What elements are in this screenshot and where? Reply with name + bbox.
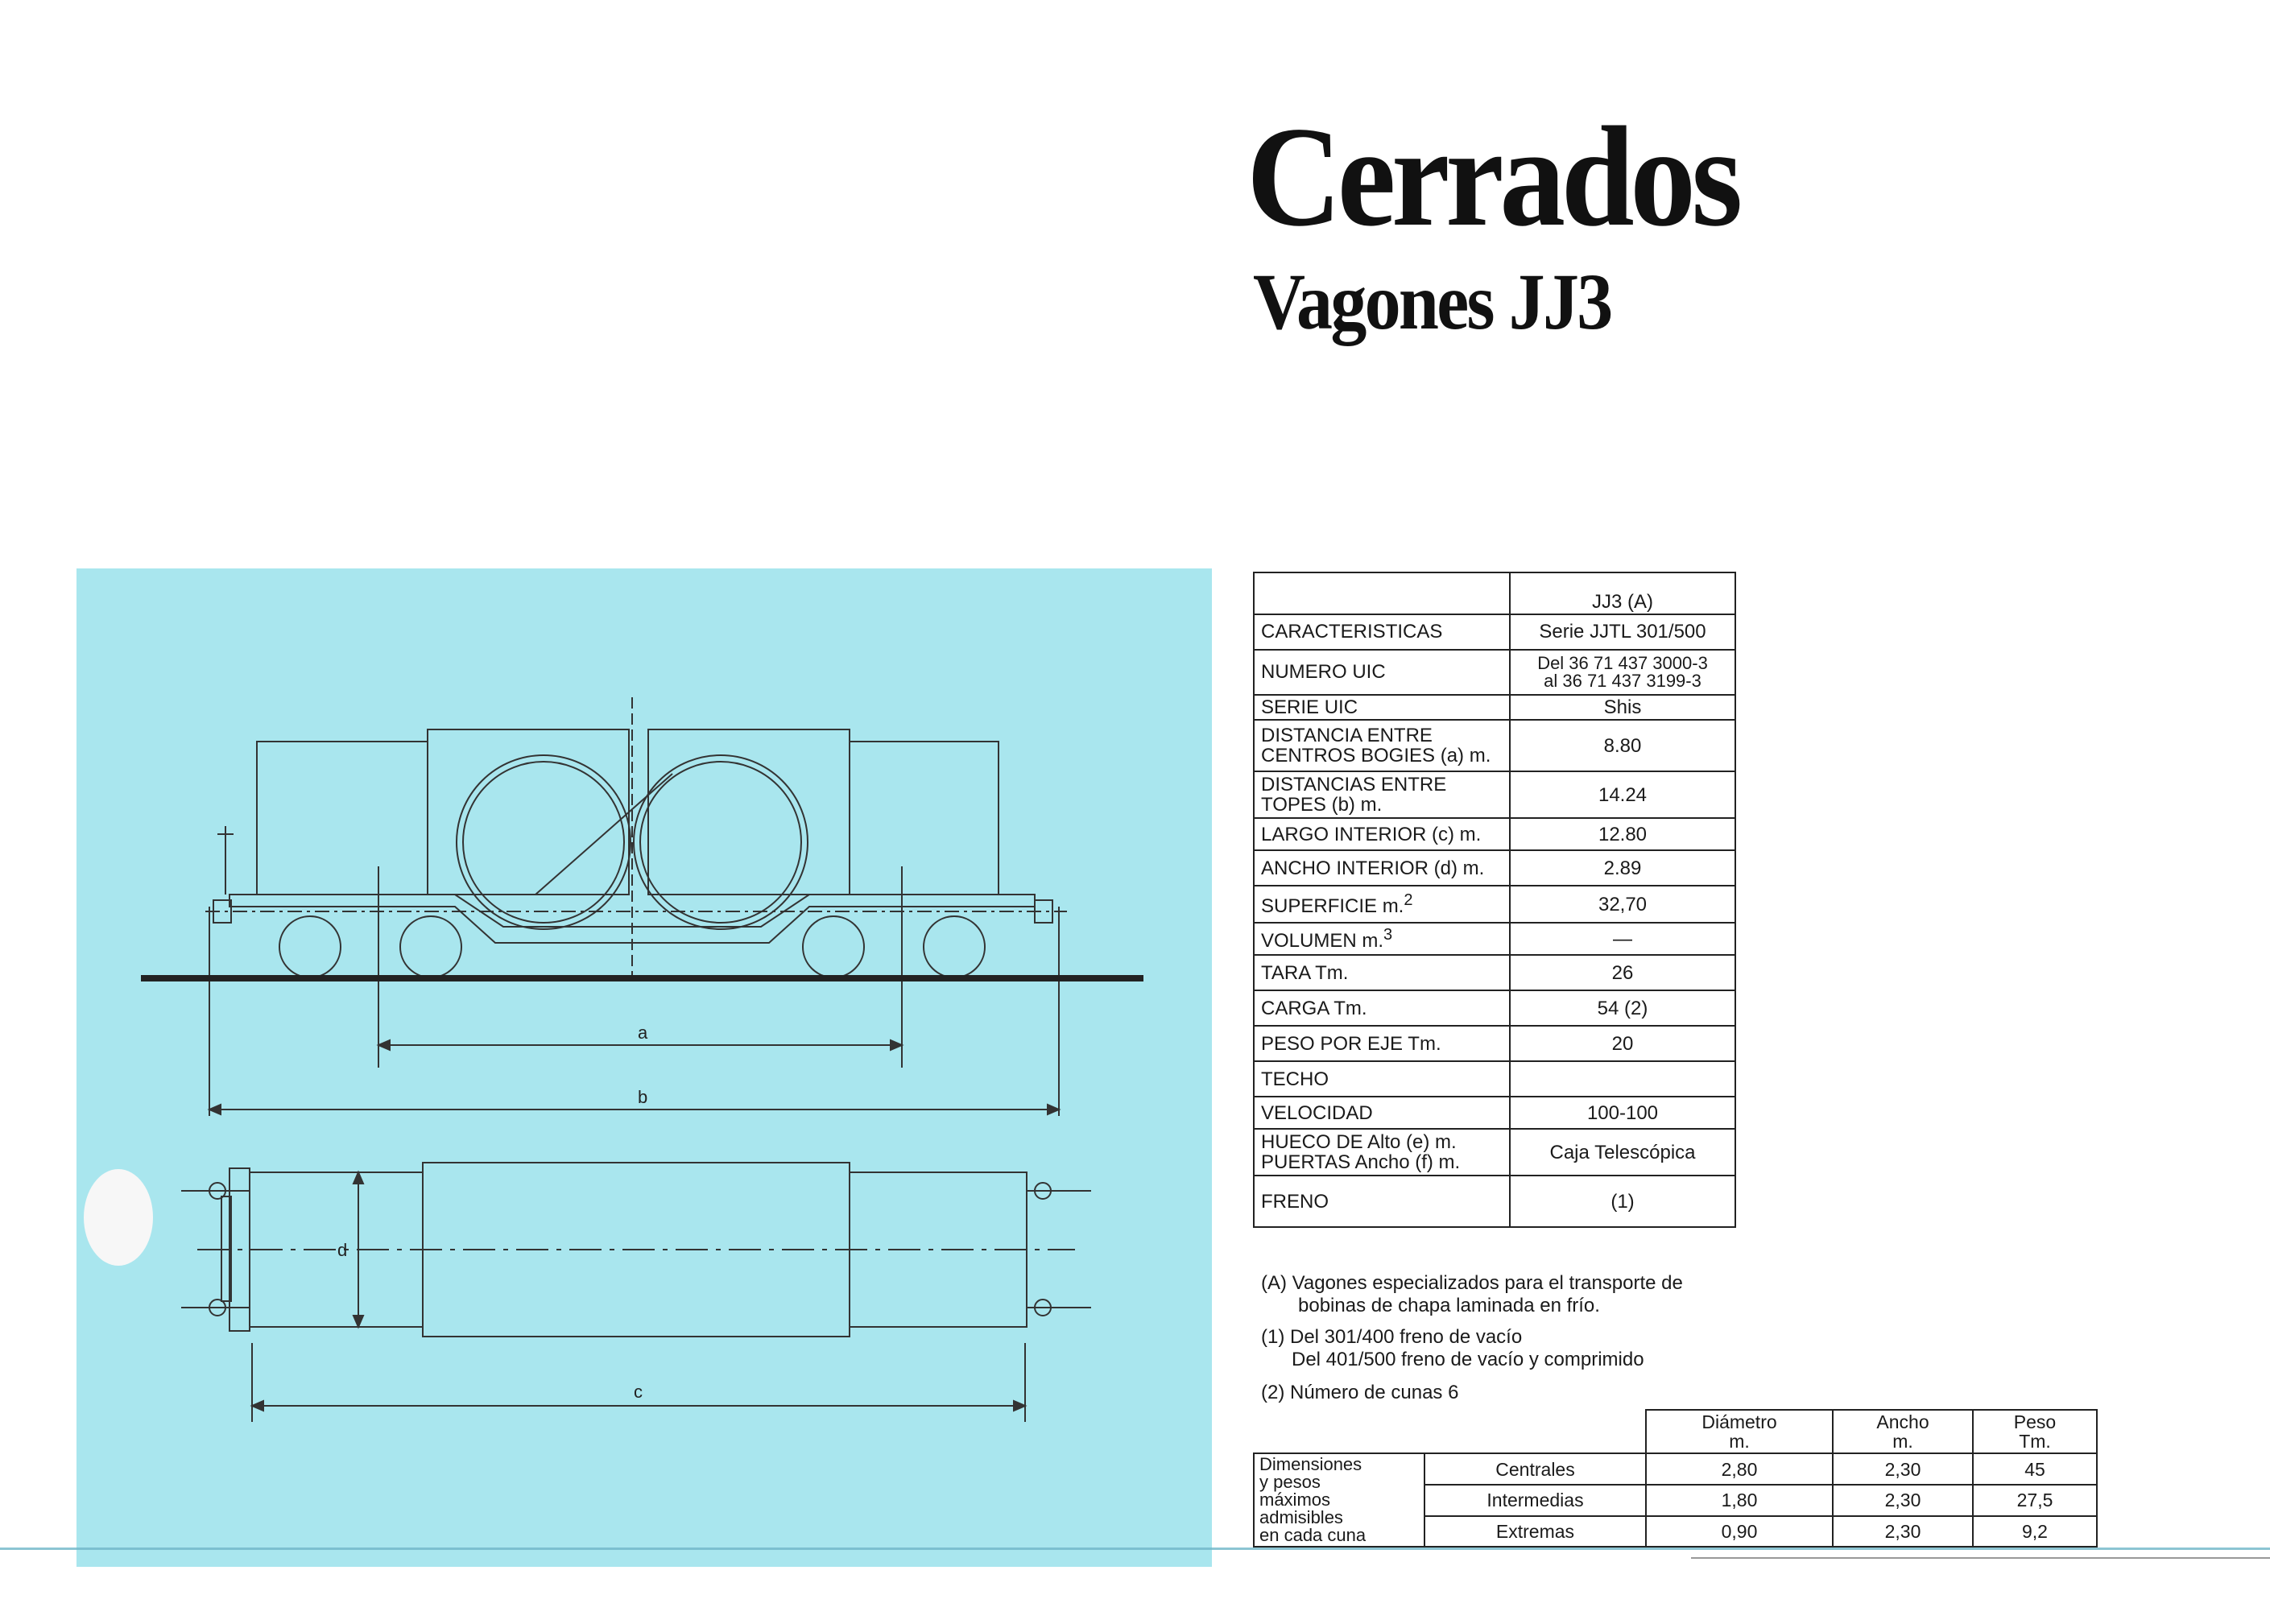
dimensions-cell-diametro: 1,80 bbox=[1646, 1485, 1833, 1516]
scan-artifact-line-2 bbox=[1691, 1557, 2270, 1559]
note-1 bbox=[1261, 1326, 1644, 1370]
spec-row-value: 100-100 bbox=[1510, 1097, 1735, 1129]
dimensions-column-header: Peso Tm. bbox=[1973, 1410, 2097, 1453]
dimension-d-label: d bbox=[337, 1240, 348, 1260]
spec-row bbox=[1254, 1061, 1735, 1097]
coil-right bbox=[634, 755, 808, 929]
wheel-2 bbox=[400, 916, 461, 977]
dimensions-column-header: Ancho m. bbox=[1833, 1410, 1973, 1453]
spec-table bbox=[1253, 572, 1736, 1228]
spec-row-value: Del 36 71 437 3000-3 al 36 71 437 3199-3 bbox=[1510, 650, 1735, 695]
spec-row-label: CARACTERISTICAS bbox=[1254, 614, 1510, 650]
spec-row-value: (1) bbox=[1510, 1176, 1735, 1227]
dimensions-column-header: Diámetro m. bbox=[1646, 1410, 1833, 1453]
spec-row-value: — bbox=[1510, 923, 1735, 955]
spec-row-label: TARA Tm. bbox=[1254, 955, 1510, 990]
spec-row-label: TECHO bbox=[1254, 1061, 1510, 1097]
spec-row-superscript: 2 bbox=[1404, 891, 1413, 910]
dimension-b-label: b bbox=[638, 1087, 648, 1107]
spec-row-label: VELOCIDAD bbox=[1254, 1097, 1510, 1129]
spec-row-label: HUECO DE Alto (e) m. PUERTAS Ancho (f) m. bbox=[1254, 1129, 1510, 1176]
spec-row-label: SUPERFICIE m.$^2$ bbox=[1254, 886, 1510, 923]
wagon-drawing bbox=[76, 568, 1212, 1567]
spec-row bbox=[1254, 955, 1735, 990]
spec-row bbox=[1254, 1129, 1735, 1176]
wheel-4 bbox=[924, 916, 985, 977]
spec-row-label: SERIE UIC bbox=[1254, 695, 1510, 720]
note-2: (2) Número de cunas 6 bbox=[1261, 1382, 1459, 1403]
spec-row bbox=[1254, 850, 1735, 886]
note-a-line1: (A) Vagones especializados para el transporte de bbox=[1261, 1272, 1683, 1294]
dimensions-cell-ancho: 2,30 bbox=[1833, 1516, 1973, 1548]
spec-row bbox=[1254, 695, 1735, 720]
spec-row bbox=[1254, 818, 1735, 850]
spec-row-label: LARGO INTERIOR (c) m. bbox=[1254, 818, 1510, 850]
spec-row-superscript: 3 bbox=[1383, 926, 1393, 944]
spec-row-value: Serie JJTL 301/500 bbox=[1510, 614, 1735, 650]
dimensions-cell-peso: 45 bbox=[1973, 1453, 2097, 1485]
spec-row-value: 26 bbox=[1510, 955, 1735, 990]
dimensions-cell-label: Extremas bbox=[1424, 1516, 1646, 1548]
spec-row-value: 2.89 bbox=[1510, 850, 1735, 886]
spec-row-label: DISTANCIA ENTRE CENTROS BOGIES (a) m. bbox=[1254, 720, 1510, 771]
spec-header-row bbox=[1254, 572, 1735, 614]
spec-row-label: DISTANCIAS ENTRE TOPES (b) m. bbox=[1254, 771, 1510, 818]
spec-row-label: ANCHO INTERIOR (d) m. bbox=[1254, 850, 1510, 886]
spec-row bbox=[1254, 1176, 1735, 1227]
dimensions-cell-label: Intermedias bbox=[1424, 1485, 1646, 1516]
spec-row-value: 14.24 bbox=[1510, 771, 1735, 818]
load-cover-3 bbox=[648, 729, 850, 895]
spec-row bbox=[1254, 990, 1735, 1026]
spec-row bbox=[1254, 720, 1735, 771]
spec-row bbox=[1254, 923, 1735, 955]
spec-row-label: FRENO bbox=[1254, 1176, 1510, 1227]
wheel-3 bbox=[803, 916, 864, 977]
note-1-line1: (1) Del 301/400 freno de vacío bbox=[1261, 1326, 1523, 1348]
spec-row-value: 20 bbox=[1510, 1026, 1735, 1061]
dimensions-cell-diametro: 0,90 bbox=[1646, 1516, 1833, 1548]
spec-row bbox=[1254, 771, 1735, 818]
dimensions-cell-ancho: 2,30 bbox=[1833, 1453, 1973, 1485]
spec-row-value: 12.80 bbox=[1510, 818, 1735, 850]
wagon-drawing-panel bbox=[76, 568, 1212, 1567]
spec-row-label: NUMERO UIC bbox=[1254, 650, 1510, 695]
dimension-a-label: a bbox=[638, 1023, 648, 1043]
spec-row-value: Shis bbox=[1510, 695, 1735, 720]
dimensions-cell-peso: 27,5 bbox=[1973, 1485, 2097, 1516]
coil-left bbox=[457, 755, 631, 929]
dimensions-cell-label: Centrales bbox=[1424, 1453, 1646, 1485]
dimensions-table bbox=[1253, 1409, 2098, 1548]
spec-row-value bbox=[1510, 1061, 1735, 1097]
punch-hole bbox=[84, 1169, 153, 1266]
scan-artifact-line bbox=[0, 1548, 2270, 1550]
dimension-c-label: c bbox=[634, 1382, 643, 1402]
spec-row-label: PESO POR EJE Tm. bbox=[1254, 1026, 1510, 1061]
page-title: Cerrados bbox=[1247, 97, 1739, 256]
note-a bbox=[1261, 1272, 1683, 1316]
spec-header-value: JJ3 (A) bbox=[1510, 572, 1735, 614]
spec-row bbox=[1254, 1026, 1735, 1061]
load-cover-4 bbox=[850, 742, 999, 895]
page-subtitle: Vagones JJ3 bbox=[1253, 257, 1611, 346]
dimensions-row bbox=[1254, 1453, 2097, 1485]
spec-row bbox=[1254, 886, 1735, 923]
spec-row-value: 32,70 bbox=[1510, 886, 1735, 923]
spec-row-label: CARGA Tm. bbox=[1254, 990, 1510, 1026]
spec-row-label: VOLUMEN m.$^3$ bbox=[1254, 923, 1510, 955]
note-a-line2: bobinas de chapa laminada en frío. bbox=[1298, 1294, 1600, 1316]
load-cover-1 bbox=[257, 742, 428, 895]
load-cover-2 bbox=[428, 729, 629, 895]
dimensions-cell-peso: 9,2 bbox=[1973, 1516, 2097, 1548]
spec-header-label bbox=[1254, 572, 1510, 614]
dimensions-row-header: Dimensiones y pesos máximos admisibles en cada cuna bbox=[1254, 1453, 1424, 1547]
spec-row bbox=[1254, 650, 1735, 695]
dimensions-cell-diametro: 2,80 bbox=[1646, 1453, 1833, 1485]
rail bbox=[141, 975, 1143, 981]
spec-row bbox=[1254, 1097, 1735, 1129]
dimensions-cell-ancho: 2,30 bbox=[1833, 1485, 1973, 1516]
wheel-1 bbox=[279, 916, 341, 977]
note-1-line2: Del 401/500 freno de vacío y comprimido bbox=[1292, 1348, 1644, 1370]
spec-row bbox=[1254, 614, 1735, 650]
spec-row-value: Caja Telescópica bbox=[1510, 1129, 1735, 1176]
dimensions-header-row bbox=[1254, 1410, 2097, 1453]
spec-row-value: 54 (2) bbox=[1510, 990, 1735, 1026]
spec-row-value: 8.80 bbox=[1510, 720, 1735, 771]
